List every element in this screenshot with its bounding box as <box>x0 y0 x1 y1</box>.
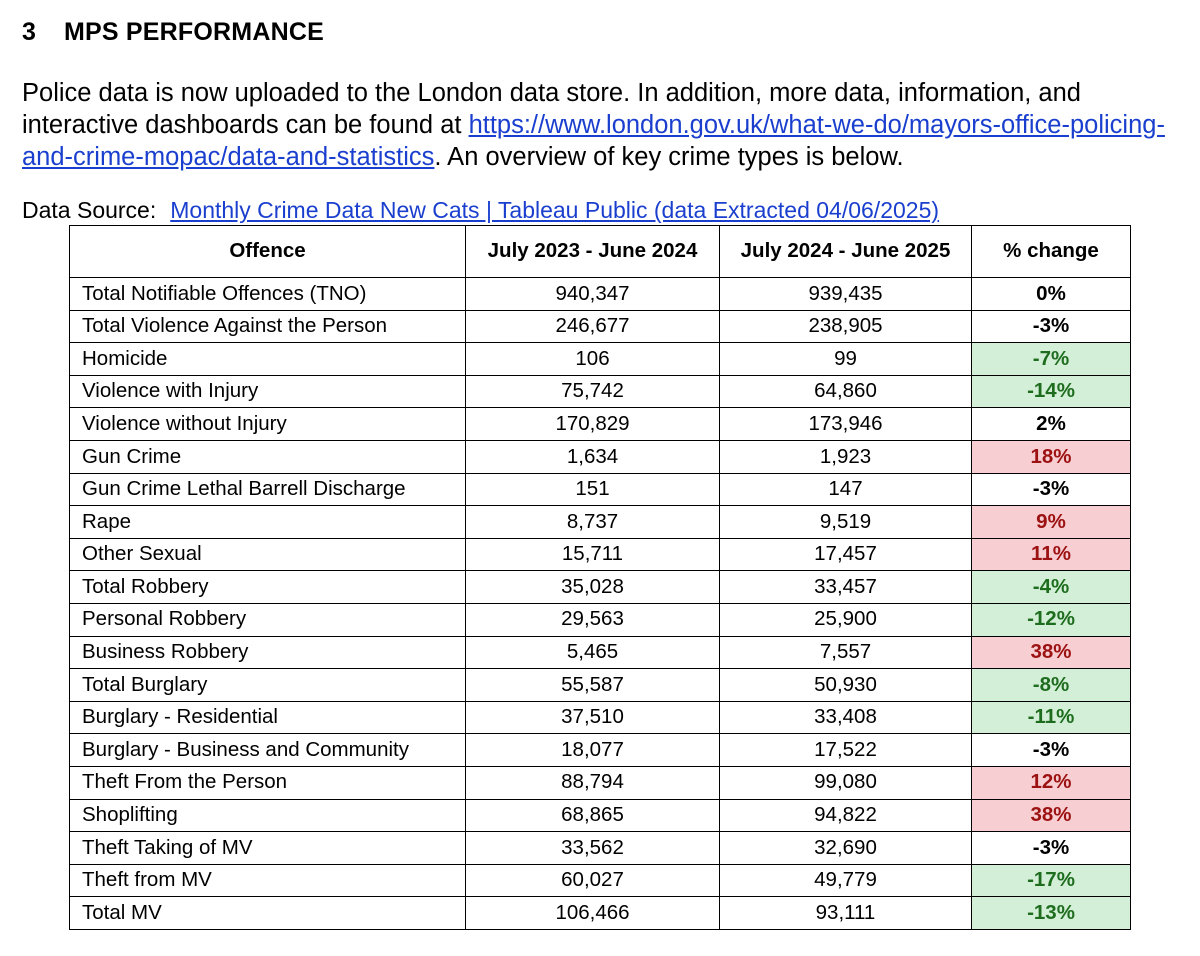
table-row <box>70 408 1131 441</box>
curr-period-cell: 25,900 <box>720 603 972 636</box>
curr-period-cell: 64,860 <box>720 375 972 408</box>
table-row <box>70 701 1131 734</box>
curr-period-cell: 7,557 <box>720 636 972 669</box>
offence-cell: Personal Robbery <box>70 603 466 636</box>
change-cell: -11% <box>972 701 1131 734</box>
prev-period-cell: 170,829 <box>466 408 720 441</box>
prev-period-cell: 106 <box>466 343 720 376</box>
prev-period-cell: 246,677 <box>466 310 720 343</box>
offence-cell: Shoplifting <box>70 799 466 832</box>
curr-period-cell: 99 <box>720 343 972 376</box>
section-title: MPS PERFORMANCE <box>64 18 324 46</box>
prev-period-cell: 60,027 <box>466 864 720 897</box>
offence-cell: Gun Crime <box>70 440 466 473</box>
curr-period-cell: 1,923 <box>720 440 972 473</box>
curr-period-cell: 238,905 <box>720 310 972 343</box>
table-row <box>70 310 1131 343</box>
offence-cell: Burglary - Residential <box>70 701 466 734</box>
curr-period-cell: 50,930 <box>720 669 972 702</box>
section-heading <box>22 18 324 47</box>
prev-period-cell: 55,587 <box>466 669 720 702</box>
header-prev-period: July 2023 - June 2024 <box>466 226 720 278</box>
prev-period-cell: 15,711 <box>466 538 720 571</box>
prev-period-cell: 29,563 <box>466 603 720 636</box>
prev-period-cell: 37,510 <box>466 701 720 734</box>
change-cell: -7% <box>972 343 1131 376</box>
offence-cell: Rape <box>70 506 466 539</box>
table-row <box>70 571 1131 604</box>
curr-period-cell: 93,111 <box>720 897 972 930</box>
change-cell: 12% <box>972 766 1131 799</box>
table-row <box>70 603 1131 636</box>
prev-period-cell: 1,634 <box>466 440 720 473</box>
change-cell: 18% <box>972 440 1131 473</box>
prev-period-cell: 18,077 <box>466 734 720 767</box>
offence-cell: Theft From the Person <box>70 766 466 799</box>
change-cell: -14% <box>972 375 1131 408</box>
change-cell: -8% <box>972 669 1131 702</box>
offence-cell: Theft from MV <box>70 864 466 897</box>
offence-cell: Homicide <box>70 343 466 376</box>
table-row <box>70 799 1131 832</box>
prev-period-cell: 33,562 <box>466 832 720 865</box>
change-cell: 2% <box>972 408 1131 441</box>
table-row <box>70 766 1131 799</box>
prev-period-cell: 68,865 <box>466 799 720 832</box>
tableau-link[interactable]: Monthly Crime Data New Cats | Tableau Public (data Extracted 04/06/2025) <box>170 197 940 223</box>
header-change: % change <box>972 226 1131 278</box>
crime-table <box>69 225 1131 930</box>
offence-cell: Theft Taking of MV <box>70 832 466 865</box>
change-cell: -3% <box>972 832 1131 865</box>
offence-cell: Violence with Injury <box>70 375 466 408</box>
table-row <box>70 343 1131 376</box>
change-cell: -4% <box>972 571 1131 604</box>
header-curr-period: July 2024 - June 2025 <box>720 226 972 278</box>
offence-cell: Total Violence Against the Person <box>70 310 466 343</box>
data-source-label: Data Source: <box>22 197 157 223</box>
table-row <box>70 538 1131 571</box>
curr-period-cell: 939,435 <box>720 278 972 311</box>
table-row <box>70 506 1131 539</box>
change-cell: 11% <box>972 538 1131 571</box>
curr-period-cell: 49,779 <box>720 864 972 897</box>
table-row <box>70 832 1131 865</box>
offence-cell: Business Robbery <box>70 636 466 669</box>
prev-period-cell: 88,794 <box>466 766 720 799</box>
intro-text-end: . An overview of key crime types is below. <box>434 143 904 171</box>
change-cell: -12% <box>972 603 1131 636</box>
prev-period-cell: 8,737 <box>466 506 720 539</box>
offence-cell: Burglary - Business and Community <box>70 734 466 767</box>
offence-cell: Violence without Injury <box>70 408 466 441</box>
curr-period-cell: 99,080 <box>720 766 972 799</box>
section-number: 3 <box>22 18 37 46</box>
table-row <box>70 669 1131 702</box>
curr-period-cell: 32,690 <box>720 832 972 865</box>
change-cell: 0% <box>972 278 1131 311</box>
prev-period-cell: 5,465 <box>466 636 720 669</box>
curr-period-cell: 9,519 <box>720 506 972 539</box>
intro-paragraph <box>22 77 1182 173</box>
change-cell: -13% <box>972 897 1131 930</box>
intro-text: Police data is now uploaded to the London data store. In addition, more data, information, and interactive dashboards can be found at <box>22 79 1081 139</box>
curr-period-cell: 17,522 <box>720 734 972 767</box>
data-source-line <box>22 196 939 224</box>
curr-period-cell: 17,457 <box>720 538 972 571</box>
table-row <box>70 734 1131 767</box>
change-cell: -3% <box>972 734 1131 767</box>
offence-cell: Gun Crime Lethal Barrell Discharge <box>70 473 466 506</box>
offence-cell: Other Sexual <box>70 538 466 571</box>
change-cell: 38% <box>972 636 1131 669</box>
table-row <box>70 897 1131 930</box>
offence-cell: Total Robbery <box>70 571 466 604</box>
table-row <box>70 636 1131 669</box>
data-statistics-link[interactable]: https://www.london.gov.uk/what-we-do/mayors-office-policing-and-crime-mopac/data-and-statistics <box>22 111 1165 171</box>
change-cell: 38% <box>972 799 1131 832</box>
curr-period-cell: 173,946 <box>720 408 972 441</box>
change-cell: -17% <box>972 864 1131 897</box>
prev-period-cell: 75,742 <box>466 375 720 408</box>
curr-period-cell: 33,408 <box>720 701 972 734</box>
offence-cell: Total Notifiable Offences (TNO) <box>70 278 466 311</box>
header-offence: Offence <box>70 226 466 278</box>
table-row <box>70 440 1131 473</box>
prev-period-cell: 106,466 <box>466 897 720 930</box>
curr-period-cell: 33,457 <box>720 571 972 604</box>
table-row <box>70 473 1131 506</box>
offence-cell: Total MV <box>70 897 466 930</box>
change-cell: -3% <box>972 310 1131 343</box>
change-cell: 9% <box>972 506 1131 539</box>
table-row <box>70 278 1131 311</box>
prev-period-cell: 940,347 <box>466 278 720 311</box>
change-cell: -3% <box>972 473 1131 506</box>
prev-period-cell: 151 <box>466 473 720 506</box>
table-row <box>70 375 1131 408</box>
table-row <box>70 864 1131 897</box>
table-header-row <box>70 226 1131 278</box>
prev-period-cell: 35,028 <box>466 571 720 604</box>
curr-period-cell: 94,822 <box>720 799 972 832</box>
offence-cell: Total Burglary <box>70 669 466 702</box>
curr-period-cell: 147 <box>720 473 972 506</box>
